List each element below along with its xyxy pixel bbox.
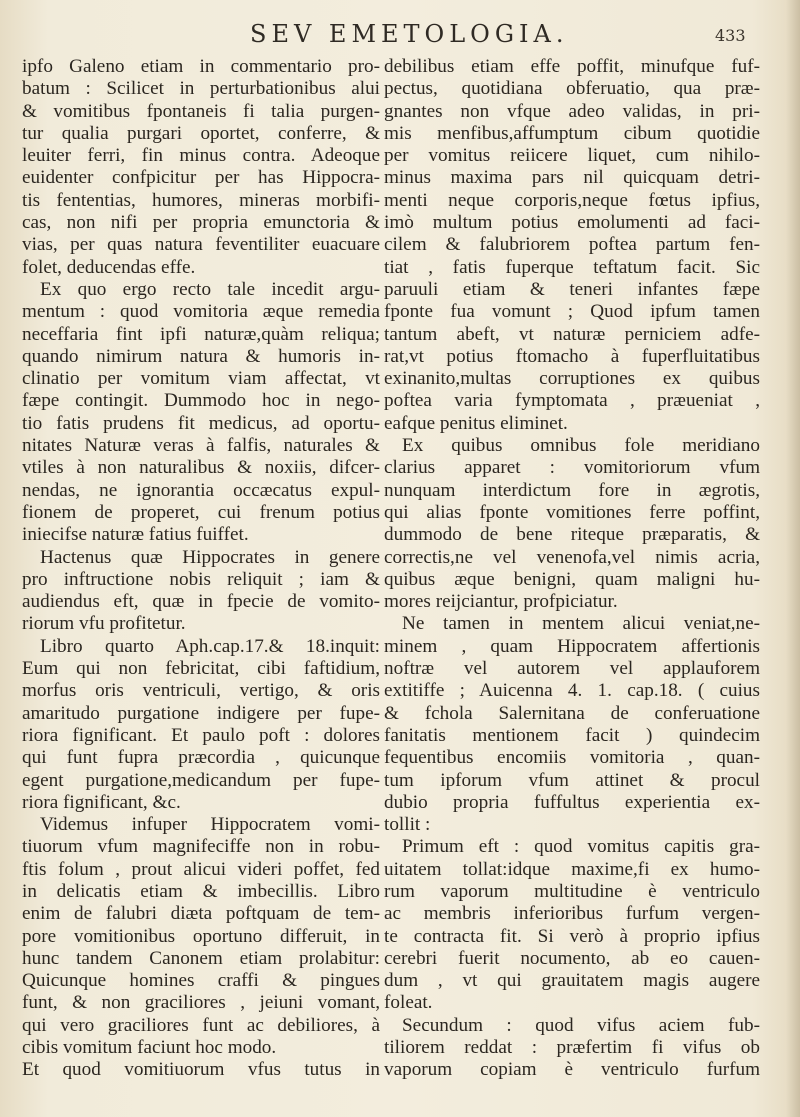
text-line: nunquam interdictum fore in ægrotis,	[384, 479, 760, 501]
left-text-column	[22, 56, 380, 1082]
text-line: tiat , fatis fuperque teftatum facit. Sic	[384, 256, 760, 278]
text-line: egent purgatione,medicandum per fupe-	[22, 769, 380, 791]
text-line: mores reijciantur, profpiciatur.	[384, 591, 618, 613]
text-line: tis fententias, humores, mineras morbifi-	[22, 189, 380, 211]
text-line: Videmus infuper Hippocratem vomi-	[40, 814, 380, 836]
text-line: noftræ vel autorem vel applauforem	[384, 658, 760, 680]
text-line: eafque penitus eliminet.	[384, 412, 568, 434]
text-line: Hactenus quæ Hippocrates in genere	[40, 546, 380, 568]
text-line: neceffaria fint ipfi naturæ,quàm reliqua;	[22, 323, 380, 345]
text-line: imò multum potius emolumenti ad faci-	[384, 212, 760, 234]
text-line: enim de falubri diæta poftquam de tem-	[22, 903, 380, 925]
text-line: Et quod vomitiuorum vfus tutus in	[22, 1059, 380, 1081]
text-line: tio fatis prudens fit medicus, ad oportu-	[22, 412, 380, 434]
text-line: ac membris inferioribus furfum vergen-	[384, 903, 760, 925]
text-line: vias, per quas natura feventiliter euacuare	[22, 234, 380, 256]
text-line: quibus æque benigni, quam maligni hu-	[384, 568, 760, 590]
text-line: pro inftructione nobis reliquit ; iam &	[22, 568, 380, 590]
text-line: fequentibus encomiis vomitoria , quan-	[384, 747, 760, 769]
text-line: tiliorem reddat : præfertim fi vifus ob	[384, 1037, 760, 1059]
text-line: paruuli etiam & teneri infantes fæpe	[384, 278, 760, 300]
text-line: morfus oris ventriculi, vertigo, & oris	[22, 680, 380, 702]
text-line: fæpe contingit. Dummodo hoc in nego-	[22, 390, 380, 412]
running-head: SEV EMETOLOGIA.	[250, 20, 569, 48]
text-line: nitates Naturæ veras à falfis, naturales &	[22, 435, 380, 457]
text-line: quando nimirum natura & humoris in-	[22, 345, 380, 367]
text-line: pore vomitionibus oportuno differuit, in	[22, 925, 380, 947]
text-line: gnantes non vfque adeo validas, in pri-	[384, 100, 760, 122]
text-line: leuiter ferri, fin minus contra. Adeoque	[22, 145, 380, 167]
text-line: tollit :	[384, 814, 431, 836]
text-line: tiuorum vfum magnifeciffe non in robu-	[22, 836, 380, 858]
text-line: & fchola Salernitana de conferuatione	[384, 702, 760, 724]
text-line: tantum abeft, vt naturæ perniciem adfe-	[384, 323, 760, 345]
text-line: per vomitus reiicere liquet, cum nihilo-	[384, 145, 760, 167]
text-line: ftis folum , prout alicui videri poffet, fed	[22, 858, 380, 880]
text-line: dum , vt qui grauitatem magis augere	[384, 970, 760, 992]
text-line: funt, & non graciliores , jeiuni vomant,	[22, 992, 380, 1014]
text-line: ipfo Galeno etiam in commentario pro-	[22, 56, 380, 77]
text-line: pectus, quotidiana obferuatio, qua præ-	[384, 78, 760, 100]
text-line: Ex quibus omnibus fole meridiano	[402, 435, 760, 457]
text-line: dummodo de bene riteque præparatis, &	[384, 524, 760, 546]
text-line: amaritudo purgatione indigere per fupe-	[22, 702, 380, 724]
text-line: fponte fua vomunt ; Quod ipfum tamen	[384, 301, 760, 323]
page-edge-shadow	[786, 0, 800, 1117]
text-line: cibis vomitum faciunt hoc modo.	[22, 1037, 277, 1059]
text-line: riora fignificant, &c.	[22, 791, 181, 813]
text-line: vtiles à non naturalibus & noxiis, difcer-	[22, 457, 380, 479]
text-line: riorum vfu profitetur.	[22, 613, 186, 635]
text-line: Eum qui non febricitat, cibi faftidium,	[22, 658, 380, 680]
text-line: nendas, ne ignorantia occæcatus expul-	[22, 479, 380, 501]
text-line: exinanito,multas corruptiones ex quibus	[384, 368, 760, 390]
text-line: Primum eft : quod vomitus capitis gra-	[402, 836, 760, 858]
text-line: cilem & falubriorem poftea partum fen-	[384, 234, 760, 256]
text-line: foleat.	[384, 992, 433, 1014]
text-line: rum vaporum multitudine è ventriculo	[384, 880, 760, 902]
text-line: riora fignificant. Et paulo poft : dolores	[22, 724, 380, 746]
text-line: iniecifse naturæ fatius fuiffet.	[22, 524, 249, 546]
text-line: Secundum : quod vifus aciem fub-	[402, 1014, 760, 1036]
text-line: menti neque corporis,neque fœtus ipfius,	[384, 189, 760, 211]
text-line: mis menfibus,affumptum cibum quotidie	[384, 122, 760, 144]
text-line: dubio propria fuffultus experientia ex-	[384, 791, 760, 813]
text-line: qui vero graciliores funt ac debiliores, à	[22, 1014, 380, 1036]
text-line: minem , quam Hippocratem affertionis	[384, 635, 760, 657]
text-line: Ex quo ergo recto tale incedit argu-	[40, 278, 380, 300]
text-line: Ne tamen in mentem alicui veniat,ne-	[402, 613, 760, 635]
text-line: extitiffe ; Auicenna 4. 1. cap.18. ( cuius	[384, 680, 760, 702]
text-line: fionem de properet, cui frenum potius	[22, 501, 380, 523]
text-line: tur qualia purgari oportet, conferre, &	[22, 122, 380, 144]
text-line: in delicatis etiam & imbecillis. Libro	[22, 880, 380, 902]
text-line: audiendus eft, quæ in fpecie de vomito-	[22, 591, 380, 613]
text-line: vaporum copiam è ventriculo furfum	[384, 1059, 760, 1081]
text-line: Libro quarto Aph.cap.17.& 18.inquit:	[40, 635, 380, 657]
text-line: cas, non nifi per propria emunctoria &	[22, 212, 380, 234]
text-line: correctis,ne vel venenofa,vel nimis acria,	[384, 546, 760, 568]
text-line: clarius apparet : vomitoriorum vfum	[384, 457, 760, 479]
text-line: uitatem tollat:idque maxime,fi ex humo-	[384, 858, 760, 880]
text-line: clinatio per vomitum viam affectat, vt	[22, 368, 380, 390]
text-line: folet, deducendas effe.	[22, 256, 196, 278]
text-line: poftea varia fymptomata , præueniat ,	[384, 390, 760, 412]
page-header	[0, 20, 800, 52]
text-line: mentum : quod vomitoria æque remedia	[22, 301, 380, 323]
text-line: & vomitibus fpontaneis fi talia purgen-	[22, 100, 380, 122]
text-line: te contracta fit. Si verò à proprio ipfius	[384, 925, 760, 947]
page-number: 433	[715, 26, 746, 45]
text-line: qui alias fponte vomitiones ferre poffint,	[384, 501, 760, 523]
text-line: euidenter confpicitur per has Hippocra-	[22, 167, 380, 189]
text-line: qui funt fupra præcordia , quicunque	[22, 747, 380, 769]
right-text-column	[384, 56, 760, 1082]
text-line: minus maxima pars nil quicquam detri-	[384, 167, 760, 189]
text-line: rat,vt potius ftomacho à fuperfluitatibus	[384, 345, 760, 367]
text-line: fanitatis mentionem facit ) quindecim	[384, 724, 760, 746]
text-line: debilibus etiam effe poffit, minufque fuf-	[384, 56, 760, 77]
text-line: batum : Scilicet in perturbationibus alui	[22, 78, 380, 100]
text-line: tum ipforum vfum attinet & procul	[384, 769, 760, 791]
text-line: Quicunque homines craffi & pingues	[22, 970, 380, 992]
text-line: cerebri fuerit nocumento, ab eo cauen-	[384, 947, 760, 969]
text-line: hunc tandem Canonem etiam prolabitur:	[22, 947, 380, 969]
